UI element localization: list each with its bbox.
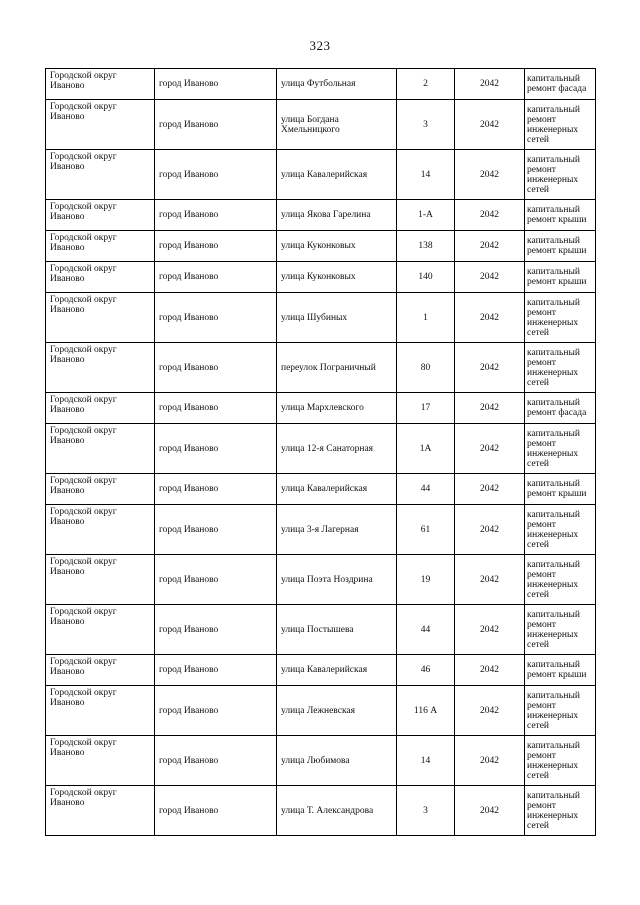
street-cell: улица Кавалерийская [277,655,397,686]
street-cell: улица Лежневская [277,686,397,736]
table-row [46,686,596,736]
street-cell: улица Футбольная [277,69,397,100]
work-type-cell: капитальный ремонт крыши [525,474,596,505]
table-row [46,200,596,231]
house-number-cell: 2 [397,69,455,100]
district-cell: Городской округ Иваново [46,736,155,786]
work-type-cell: капитальный ремонт инженерных сетей [525,605,596,655]
work-type-cell: капитальный ремонт инженерных сетей [525,686,596,736]
house-number-cell: 116 А [397,686,455,736]
year-cell: 2042 [455,605,525,655]
work-type-cell: капитальный ремонт инженерных сетей [525,100,596,150]
table-row [46,293,596,343]
city-cell: город Иваново [155,343,277,393]
street-cell: улица Куконковых [277,262,397,293]
house-number-cell: 19 [397,555,455,605]
city-cell: город Иваново [155,736,277,786]
district-cell: Городской округ Иваново [46,69,155,100]
table-row [46,555,596,605]
district-cell: Городской округ Иваново [46,555,155,605]
street-cell: улица Мархлевского [277,393,397,424]
street-cell: улица 12-я Санаторная [277,424,397,474]
table-row [46,231,596,262]
house-number-cell: 44 [397,474,455,505]
street-cell: улица Поэта Ноздрина [277,555,397,605]
year-cell: 2042 [455,655,525,686]
year-cell: 2042 [455,555,525,605]
district-cell: Городской округ Иваново [46,786,155,836]
city-cell: город Иваново [155,231,277,262]
city-cell: город Иваново [155,605,277,655]
city-cell: город Иваново [155,424,277,474]
year-cell: 2042 [455,736,525,786]
table-row [46,343,596,393]
work-type-cell: капитальный ремонт инженерных сетей [525,343,596,393]
work-type-cell: капитальный ремонт инженерных сетей [525,736,596,786]
city-cell: город Иваново [155,293,277,343]
year-cell: 2042 [455,505,525,555]
city-cell: город Иваново [155,100,277,150]
table-row [46,655,596,686]
table-row [46,474,596,505]
table-row [46,262,596,293]
year-cell: 2042 [455,100,525,150]
city-cell: город Иваново [155,686,277,736]
district-cell: Городской округ Иваново [46,150,155,200]
street-cell: переулок Пограничный [277,343,397,393]
district-cell: Городской округ Иваново [46,262,155,293]
street-cell: улица Шубиных [277,293,397,343]
district-cell: Городской округ Иваново [46,293,155,343]
district-cell: Городской округ Иваново [46,200,155,231]
table-row [46,424,596,474]
house-number-cell: 14 [397,150,455,200]
table-row [46,393,596,424]
table-row [46,69,596,100]
year-cell: 2042 [455,393,525,424]
street-cell: улица Кавалерийская [277,150,397,200]
house-number-cell: 3 [397,100,455,150]
year-cell: 2042 [455,686,525,736]
street-cell: улица Кавалерийская [277,474,397,505]
city-cell: город Иваново [155,655,277,686]
district-cell: Городской округ Иваново [46,393,155,424]
street-cell: улица Любимова [277,736,397,786]
year-cell: 2042 [455,200,525,231]
city-cell: город Иваново [155,262,277,293]
house-number-cell: 46 [397,655,455,686]
work-type-cell: капитальный ремонт инженерных сетей [525,150,596,200]
street-cell: улица 3-я Лагерная [277,505,397,555]
district-cell: Городской округ Иваново [46,655,155,686]
city-cell: город Иваново [155,69,277,100]
district-cell: Городской округ Иваново [46,505,155,555]
street-cell: улица Т. Александрова [277,786,397,836]
house-number-cell: 138 [397,231,455,262]
year-cell: 2042 [455,786,525,836]
district-cell: Городской округ Иваново [46,474,155,505]
city-cell: город Иваново [155,150,277,200]
district-cell: Городской округ Иваново [46,231,155,262]
street-cell: улица Постышева [277,605,397,655]
street-cell: улица Богдана Хмельницкого [277,100,397,150]
district-cell: Городской округ Иваново [46,343,155,393]
year-cell: 2042 [455,231,525,262]
city-cell: город Иваново [155,200,277,231]
district-cell: Городской округ Иваново [46,424,155,474]
street-cell: улица Якова Гарелина [277,200,397,231]
work-type-cell: капитальный ремонт крыши [525,200,596,231]
work-type-cell: капитальный ремонт инженерных сетей [525,786,596,836]
table-body [46,69,596,836]
year-cell: 2042 [455,424,525,474]
table-row [46,150,596,200]
city-cell: город Иваново [155,393,277,424]
city-cell: город Иваново [155,474,277,505]
house-number-cell: 61 [397,505,455,555]
house-number-cell: 3 [397,786,455,836]
city-cell: город Иваново [155,555,277,605]
work-type-cell: капитальный ремонт инженерных сетей [525,424,596,474]
work-type-cell: капитальный ремонт инженерных сетей [525,293,596,343]
work-type-cell: капитальный ремонт крыши [525,231,596,262]
house-number-cell: 44 [397,605,455,655]
house-number-cell: 17 [397,393,455,424]
district-cell: Городской округ Иваново [46,686,155,736]
year-cell: 2042 [455,293,525,343]
year-cell: 2042 [455,150,525,200]
work-type-cell: капитальный ремонт крыши [525,262,596,293]
work-type-cell: капитальный ремонт фасада [525,393,596,424]
house-number-cell: 140 [397,262,455,293]
table-row [46,786,596,836]
table-row [46,505,596,555]
repair-schedule-table [45,68,596,836]
house-number-cell: 80 [397,343,455,393]
year-cell: 2042 [455,474,525,505]
work-type-cell: капитальный ремонт инженерных сетей [525,505,596,555]
city-cell: город Иваново [155,505,277,555]
table-row [46,736,596,786]
year-cell: 2042 [455,69,525,100]
house-number-cell: 1 [397,293,455,343]
year-cell: 2042 [455,343,525,393]
work-type-cell: капитальный ремонт крыши [525,655,596,686]
district-cell: Городской округ Иваново [46,100,155,150]
year-cell: 2042 [455,262,525,293]
work-type-cell: капитальный ремонт инженерных сетей [525,555,596,605]
table-row [46,605,596,655]
house-number-cell: 14 [397,736,455,786]
city-cell: город Иваново [155,786,277,836]
page-number: 323 [309,38,331,53]
district-cell: Городской округ Иваново [46,605,155,655]
house-number-cell: 1А [397,424,455,474]
work-type-cell: капитальный ремонт фасада [525,69,596,100]
street-cell: улица Куконковых [277,231,397,262]
table-row [46,100,596,150]
house-number-cell: 1-А [397,200,455,231]
